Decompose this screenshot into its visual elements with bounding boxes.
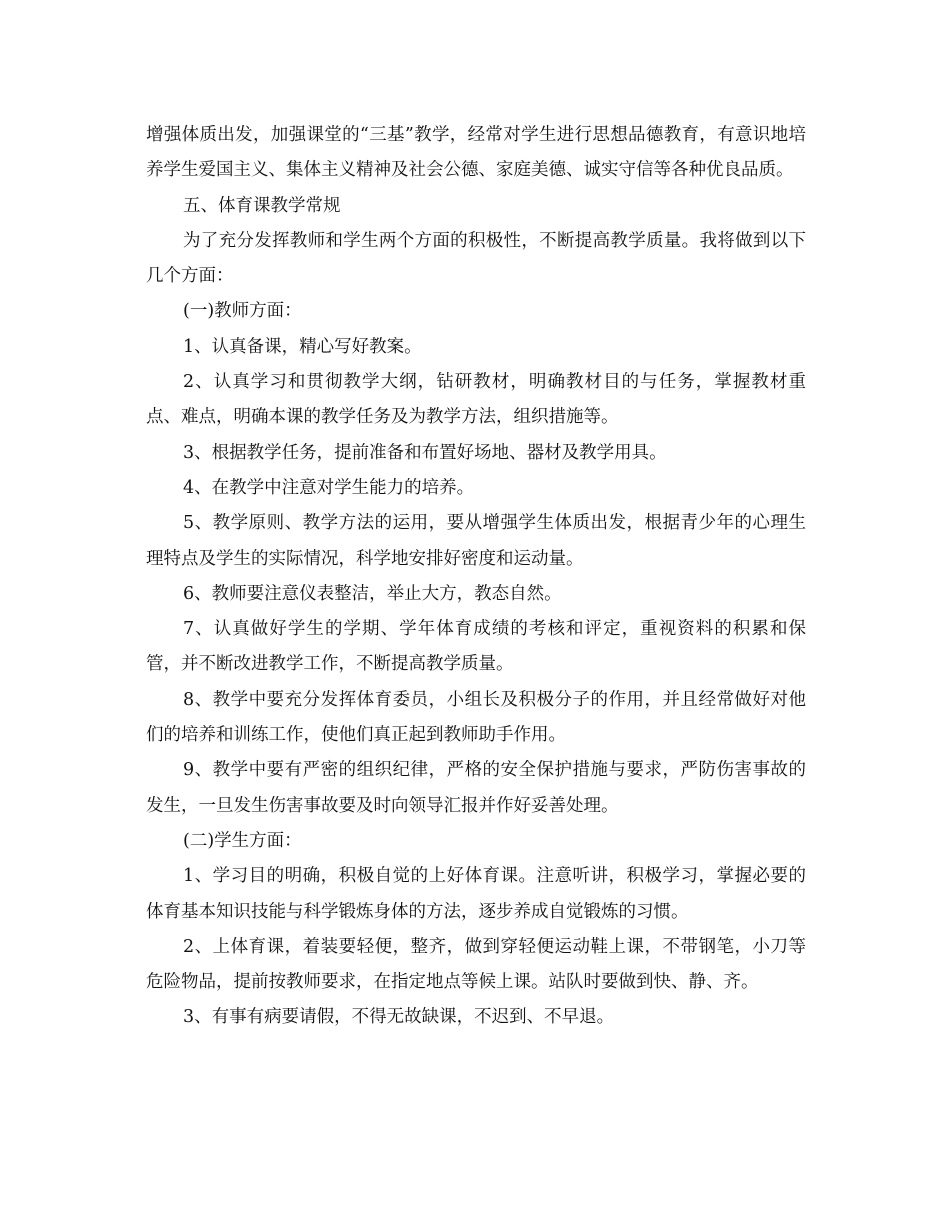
list-item: 8、教学中要充分发挥体育委员，小组长及积极分子的作用，并且经常做好对他们的培养和训练工作，使他们真正起到教师助手作用。 [146,689,806,746]
paragraph: 为了充分发挥教师和学生两个方面的积极性，不断提高教学质量。我将做到以下几个方面： [146,230,806,287]
list-item: 7、认真做好学生的学期、学年体育成绩的考核和评定，重视资料的积累和保管，并不断改进教学工作，不断提高教学质量。 [146,619,806,675]
section-heading: 五、体育课教学常规 [183,195,341,216]
list-item: 4、在教学中注意对学生能力的培养。 [183,477,475,498]
list-item: 9、教学中要有严密的组织纪律，严格的安全保护措施与要求，严防伤害事故的发生，一旦发生伤害事故要及时向领导汇报并作好妥善处理。 [146,760,806,816]
list-item: 3、有事有病要请假，不得无故缺课，不迟到、不早退。 [183,1007,615,1028]
list-item: 2、上体育课，着装要轻便，整齐，做到穿轻便运动鞋上课，不带钢笔，小刀等危险物品，提前按教师要求，在指定地点等候上课。站队时要做到快、静、齐。 [146,936,806,993]
list-item: 3、根据教学任务，提前准备和布置好场地、器材及教学用具。 [183,442,667,463]
list-item: 1、认真备课，精心写好教案。 [183,336,422,357]
list-item: 6、教师要注意仪表整洁，举止大方，教态自然。 [183,583,562,604]
list-item: 5、教学原则、教学方法的运用，要从增强学生体质出发，根据青少年的心理生理特点及学生的实际情况，科学地安排好密度和运动量。 [146,513,806,569]
subsection-heading: (一)教师方面： [183,301,302,322]
list-item: 1、学习目的明确，积极自觉的上好体育课。注意听讲，积极学习，掌握必要的体育基本知识技能与科学锻炼身体的方法，逐步养成自觉锻炼的习惯。 [146,866,806,922]
subsection-heading: (二)学生方面： [183,830,302,851]
document-body [146,118,806,1036]
list-item: 2、认真学习和贯彻教学大纲，钻研教材，明确教材目的与任务，掌握教材重点、难点，明确本课的教学任务及为教学方法，组织措施等。 [146,372,806,428]
paragraph: 增强体质出发，加强课堂的“三基”教学，经常对学生进行思想品德教育，有意识地培养学生爱国主义、集体主义精神及社会公德、家庭美德、诚实守信等各种优良品质。 [146,125,806,181]
